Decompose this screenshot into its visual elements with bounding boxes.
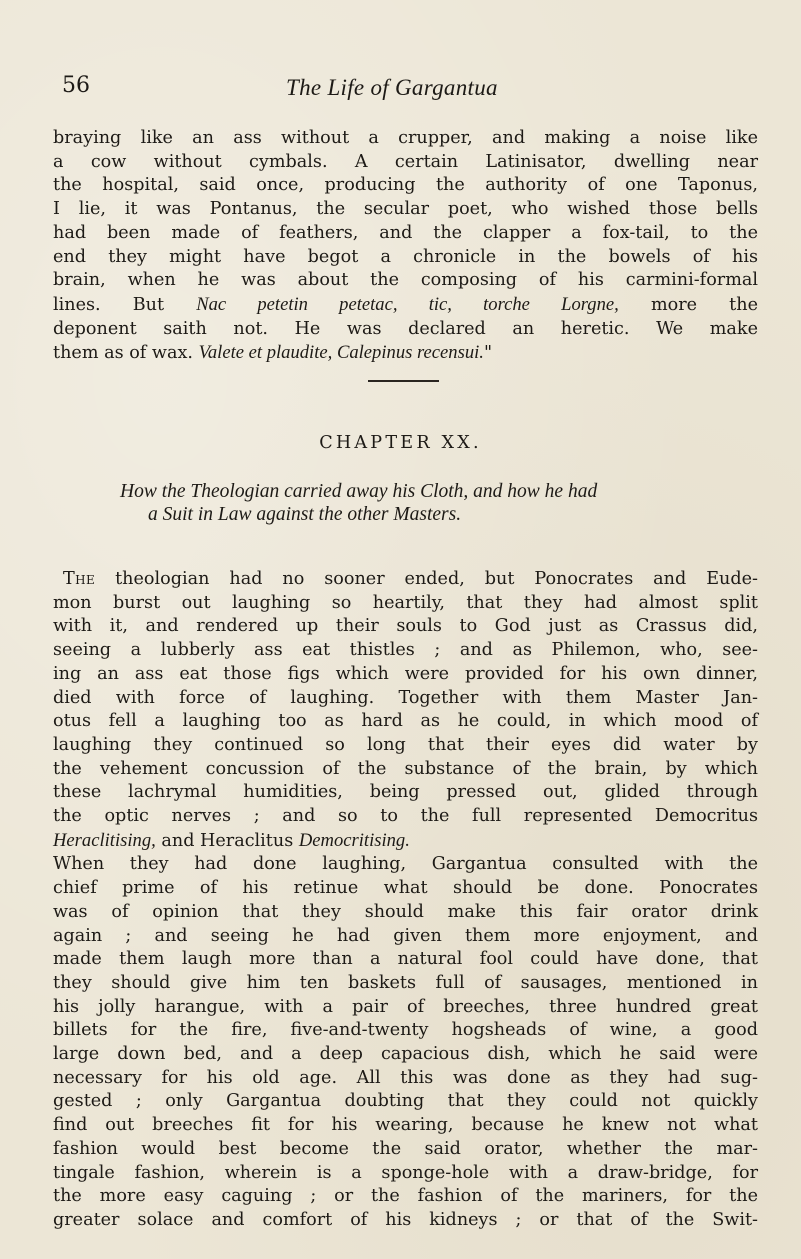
italic-term: Heraclitising, <box>53 829 156 851</box>
text-line: seeing a lubberly ass eat thistles ; and as Philemon, who, see- <box>53 640 758 661</box>
text-line: large down bed, and a deep capacious dish, which he said were <box>53 1044 758 1065</box>
text-line: the hospital, said once, producing the authority of one Taponus, <box>53 175 758 196</box>
text-run: theologian had no sooner ended, but Ponocrates and Eude- <box>95 569 758 589</box>
text-line: I lie, it was Pontanus, the secular poet, who wished those bells <box>53 199 758 220</box>
text-line: laughing they continued so long that their eyes did water by <box>53 734 758 755</box>
top-paragraph <box>53 127 758 366</box>
running-title: The Life of Gargantua <box>286 75 498 100</box>
chapter-title-line: a Suit in Law against the other Masters. <box>148 504 462 525</box>
text-line: tingale fashion, wherein is a sponge-hole with a draw-bridge, for <box>53 1162 758 1183</box>
text-line: again ; and seeing he had given them more enjoyment, and <box>53 925 758 946</box>
text-line: with it, and rendered up their souls to God just as Crassus did, <box>53 616 758 637</box>
text-line: mon burst out laughing so heartily, that they had almost split <box>53 592 758 613</box>
text-line <box>53 293 758 318</box>
text-line: necessary for his old age. All this was done as they had sug- <box>53 1067 758 1088</box>
text-line: billets for the fire, five-and-twenty hogsheads of wine, a good <box>53 1020 758 1041</box>
text-line: chief prime of his retinue what should be done. Ponocrates <box>53 878 758 899</box>
text-line <box>53 568 758 592</box>
text-line: the optic nerves ; and so to the full represented Democritus <box>53 806 758 827</box>
text-line: made them laugh more than a natural fool could have done, that <box>53 949 758 970</box>
italic-term: Democritising. <box>298 829 410 851</box>
chapter-heading: CHAPTER XX. <box>319 433 482 453</box>
text-run: lines. But <box>53 294 197 315</box>
text-line: the vehement concussion of the substance of the brain, by which <box>53 758 758 779</box>
text-line: died with force of laughing. Together with them Master Jan- <box>53 687 758 708</box>
text-line: a cow without cymbals. A certain Latinisator, dwelling near <box>53 151 758 172</box>
text-line: find out breeches fit for his wearing, because he knew not what <box>53 1115 758 1136</box>
text-line: ing an ass eat those figs which were provided for his own dinner, <box>53 663 758 684</box>
latin-phrase: Nac petetin petetac, tic, torche Lorgne, <box>196 293 619 315</box>
text-line: greater solace and comfort of his kidneys ; or that of the Swit- <box>53 1209 758 1230</box>
text-line: was of opinion that they should make this fair orator drink <box>53 901 758 922</box>
text-line: his jolly harangue, with a pair of breeches, three hundred great <box>53 996 758 1017</box>
latin-phrase: Valete et plaudite, Calepinus recensui. <box>198 342 484 364</box>
text-run: more the <box>618 294 758 315</box>
text-line: When they had done laughing, Gargantua consulted with the <box>53 854 758 875</box>
chapter-title-line: How the Theologian carried away his Cloth, and how he had <box>120 481 598 502</box>
page-header <box>62 73 762 113</box>
opening-word: The <box>63 569 96 589</box>
text-line: gested ; only Gargantua doubting that they could not quickly <box>53 1091 758 1112</box>
text-line: brain, when he was about the composing of his carmini-formal <box>53 270 758 291</box>
text-line: they should give him ten baskets full of sausages, mentioned in <box>53 972 758 993</box>
text-line: otus fell a laughing too as hard as he could, in which mood of <box>53 711 758 732</box>
chapter-body <box>53 568 758 1233</box>
page-number: 56 <box>62 73 90 98</box>
text-run: " <box>483 343 493 364</box>
text-line: had been made of feathers, and the clapper a fox-tail, to the <box>53 222 758 243</box>
section-divider <box>368 380 439 382</box>
text-line: fashion would best become the said orator, whether the mar- <box>53 1138 758 1159</box>
text-line <box>53 829 758 854</box>
chapter-title <box>120 480 720 526</box>
text-line: end they might have begot a chronicle in the bowels of his <box>53 246 758 267</box>
text-run: them as of wax. <box>53 343 199 364</box>
text-line <box>53 341 758 366</box>
text-line: the more easy caguing ; or the fashion of the mariners, for the <box>53 1186 758 1207</box>
text-line: deponent saith not. He was declared an heretic. We make <box>53 318 758 339</box>
text-line: these lachrymal humidities, being pressed out, glided through <box>53 782 758 803</box>
text-run: and Heraclitus <box>155 830 299 851</box>
text-line: braying like an ass without a crupper, and making a noise like <box>53 128 758 148</box>
